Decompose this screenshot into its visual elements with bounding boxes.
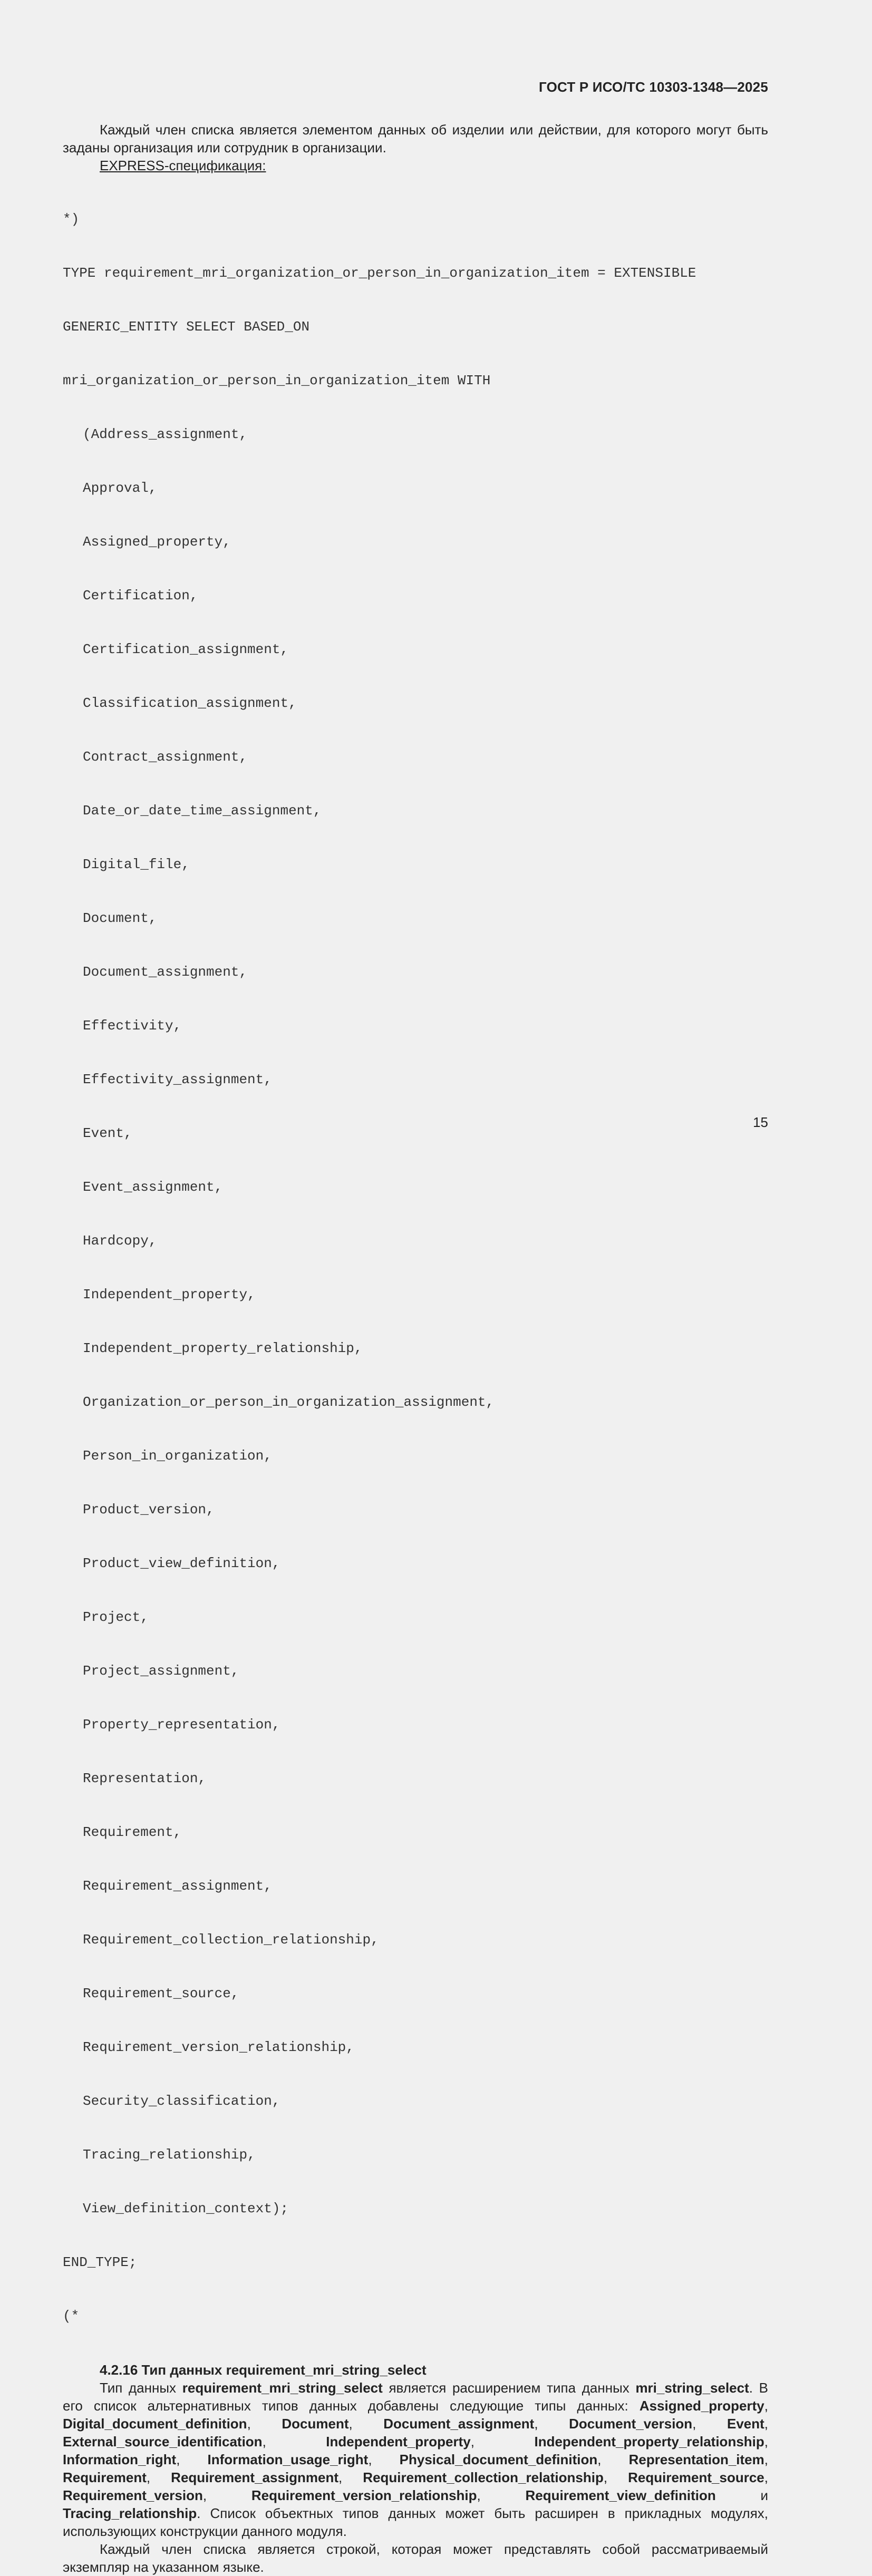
code-select-item: Assigned_property, [83,534,231,550]
code-select-item: Classification_assignment, [83,695,297,711]
express-specification-label: EXPRESS-спецификация: [100,158,266,173]
text-run: . Список объектных типов данных может быть расширен в прикладных модулях, использующих конструкции данного модуля. [63,2505,768,2539]
code-select-item: Representation, [83,1771,207,1786]
bold-term: mri_string_select [635,2380,749,2396]
bold-type: Requirement_source [628,2470,764,2485]
code-close-marker: (* [63,2308,80,2324]
code-select-item: Event_assignment, [83,1179,223,1195]
bold-type: Document_version [569,2416,693,2432]
code-open-marker: *) [63,211,80,227]
bold-type: Information_right [63,2452,177,2467]
code-select-item: Property_representation, [83,1717,280,1733]
page-content [63,121,768,2576]
text-run: является расширением типа данных [382,2380,636,2396]
text-run: Тип данных [100,2380,182,2396]
bold-type: Assigned_property [639,2398,764,2414]
bold-type: Requirement_version_relationship [251,2487,477,2503]
code-select-item: Certification, [83,588,198,604]
code-select-item: Project, [83,1609,149,1625]
code-select-item: Certification_assignment, [83,641,289,657]
code-select-item: Effectivity_assignment, [83,1072,272,1087]
code-type-line-3: mri_organization_or_person_in_organization_item WITH [63,373,491,388]
bold-type: Representation_item [628,2452,764,2467]
bold-type: Requirement_assignment [171,2470,339,2485]
code-select-item: Contract_assignment, [83,749,248,765]
bold-type: Tracing_relationship [63,2505,197,2521]
bold-type: Requirement_view_definition [525,2487,716,2503]
code-end-type: END_TYPE; [63,2254,137,2270]
code-select-item: Event, [83,1125,132,1141]
code-select-item: Document_assignment, [83,964,248,980]
code-select-item: Requirement_assignment, [83,1878,272,1894]
code-select-item: View_definition_context); [83,2201,289,2217]
code-select-item: Requirement, [83,1824,182,1840]
code-select-item: Person_in_organization, [83,1448,272,1464]
bold-term: requirement_mri_string_select [182,2380,383,2396]
code-select-item: Date_or_date_time_assignment, [83,803,322,819]
text-run: и [715,2487,768,2503]
code-select-item: Security_classification, [83,2093,280,2109]
bold-type: Independent_property [326,2434,471,2449]
code-select-item: Requirement_source, [83,1986,239,2001]
code-select-item: Approval, [83,480,157,496]
bold-type: Independent_property_relationship [534,2434,764,2449]
code-select-item: Effectivity, [83,1018,182,1034]
bold-type: Requirement [63,2470,147,2485]
code-select-item: Independent_property, [83,1287,256,1302]
document-code-header: ГОСТ Р ИСО/ТС 10303-1348—2025 [538,79,768,95]
text-run: . В его список альтернативных типов данных добавлены следующие типы данных: [63,2380,769,2414]
code-select-item: Hardcopy, [83,1233,157,1249]
bold-type: Information_usage_right [207,2452,369,2467]
code-select-item: Digital_file, [83,857,190,872]
code-select-item: (Address_assignment, [83,426,248,442]
code-select-item: Requirement_collection_relationship, [83,1932,379,1948]
page-number: 15 [753,1114,768,1130]
express-code-block [63,174,768,2361]
bold-type: Digital_document_definition [63,2416,247,2432]
bold-type: Event [726,2416,764,2432]
section-paragraph-1: Тип данных requirement_mri_string_select является расширением типа данных mri_string_select. В его список альтернативных типов данных добавлены следующие типы данных: Assigned_property, Digital_document_definition, Document, Document_assignment, Document_version, Event, External_source_identification, Independent_property, Independent_property_relationship, Information_right, Information_usage_right, Physical_document_definition, Representation_item, Requirement, Requirement_assignment, Requirement_collection_relationship, Requirement_source, Requirement_version, Requirement_version_relationship, Requirement_view_definition и Tracing_relationship. Список объектных типов данных может быть расширен в прикладных модулях, использующих конструкции данного модуля. [63,2380,769,2539]
section-paragraph-2: Каждый член списка является строкой, которая может представлять собой рассматриваемый экземпляр на указанном языке. [63,2541,768,2575]
bold-type: Requirement_collection_relationship [363,2470,604,2485]
code-select-item: Product_version, [83,1502,215,1518]
code-type-line-2: GENERIC_ENTITY SELECT BASED_ON [63,319,310,335]
code-select-item: Project_assignment, [83,1663,239,1679]
code-select-item: Product_view_definition, [83,1556,280,1571]
bold-type: Physical_document_definition [399,2452,598,2467]
bold-type: Document [282,2416,349,2432]
bold-type: External_source_identification [63,2434,263,2449]
code-type-line-1: TYPE requirement_mri_organization_or_person_in_organization_item = EXTENSIBLE [63,265,696,281]
code-select-item: Tracing_relationship, [83,2147,256,2163]
code-select-item: Independent_property_relationship, [83,1340,363,1356]
code-select-item: Document, [83,910,157,926]
section-heading: 4.2.16 Тип данных requirement_mri_string_select [100,2362,427,2378]
intro-paragraph: Каждый член списка является элементом данных об изделии или действии, для которого могут быть заданы организация или сотрудник в организации. [63,122,768,155]
code-select-item: Requirement_version_relationship, [83,2039,354,2055]
bold-type: Requirement_version [63,2487,203,2503]
bold-type: Document_assignment [383,2416,535,2432]
code-select-item: Organization_or_person_in_organization_assignment, [83,1394,495,1410]
